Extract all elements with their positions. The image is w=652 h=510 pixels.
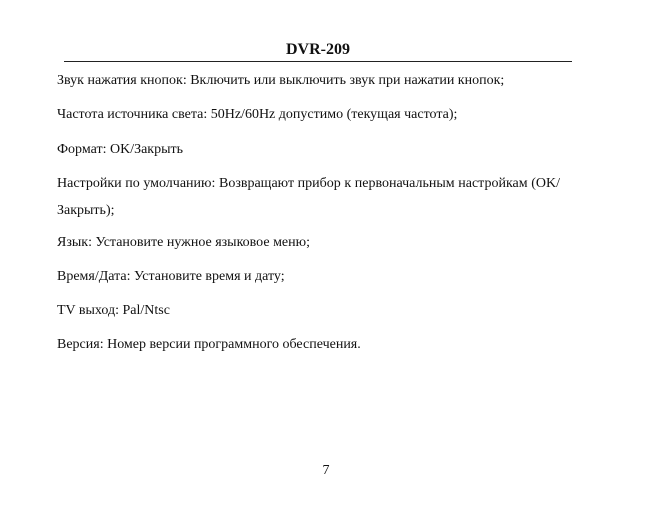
paragraph-version: Версия: Номер версии программного обеспечения. <box>57 337 361 352</box>
paragraph-default-settings: Настройки по умолчанию: Возвращают прибор к первоначальным настройкам (OK/Закрыть); <box>57 176 560 218</box>
paragraph-light-frequency: Частота источника света: 50Hz/60Hz допустимо (текущая частота); <box>57 107 458 122</box>
paragraph-tv-output: TV выход: Pal/Ntsc <box>57 303 170 318</box>
header-divider <box>64 61 572 62</box>
paragraph-format: Формат: OK/Закрыть <box>57 142 184 157</box>
paragraph-button-sound: Звук нажатия кнопок: Включить или выключить звук при нажатии кнопок; <box>57 73 505 88</box>
page-number: 7 <box>322 463 330 478</box>
paragraph-language: Язык: Установите нужное языковое меню; <box>57 235 310 250</box>
paragraph-time-date: Время/Дата: Установите время и дату; <box>57 269 285 284</box>
page-header-title: DVR-209 <box>286 41 350 58</box>
